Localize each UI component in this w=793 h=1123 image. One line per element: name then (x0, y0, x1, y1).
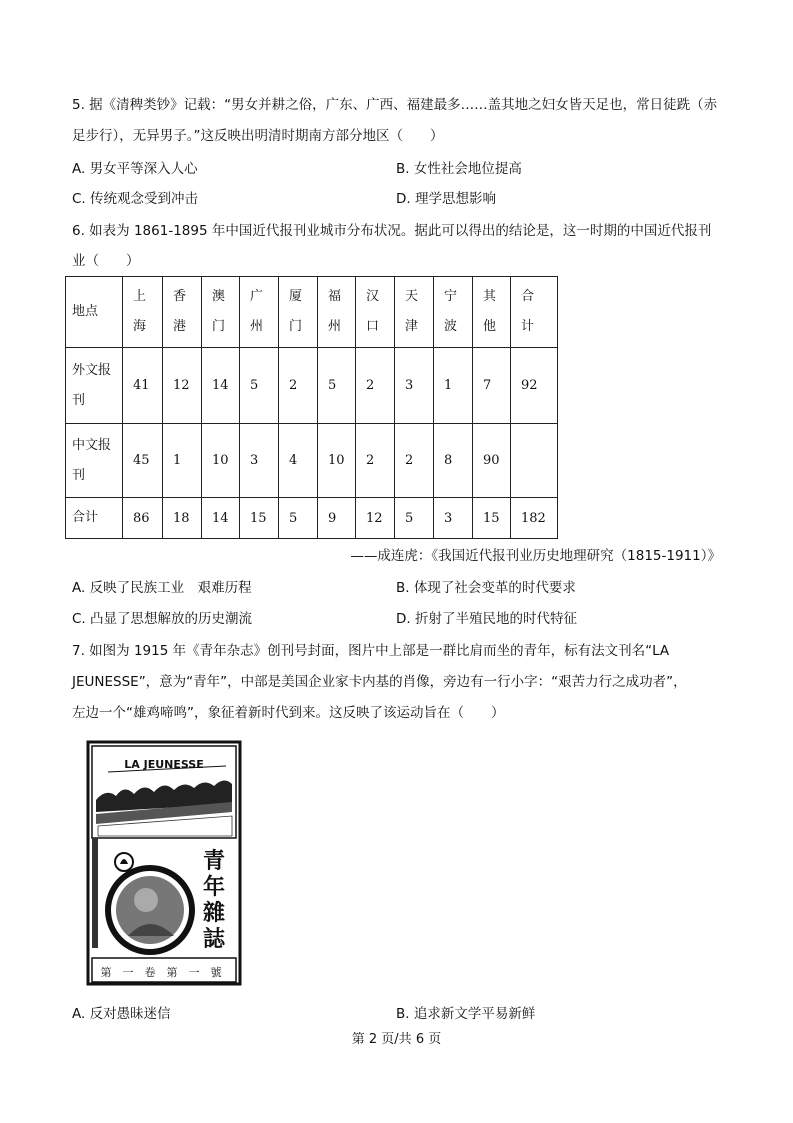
table-cell: 9 (318, 498, 356, 539)
table-row-chinese (66, 424, 558, 498)
q5-stem-line1: 5. 据《清稗类钞》记载：“男女并耕之俗，广东、广西、福建最多……盖其地之妇女皆天足也，常日徒跣（赤 (72, 97, 718, 113)
header-cell-hongkong (163, 277, 202, 348)
header-cell-guangzhou (240, 277, 279, 348)
magazine-cover-image (86, 740, 242, 986)
cover-title-char-2: 年 (202, 875, 226, 900)
q5-stem-line2: 足步行），无异男子。”这反映出明清时期南方部分地区（ ） (72, 128, 444, 144)
q6-option-a: A. 反映了民族工业 艰难历程 (72, 580, 252, 596)
table-cell: 3 (434, 498, 473, 539)
table-cell: 4 (279, 424, 318, 498)
cover-title-char-3: 雜 (202, 901, 226, 926)
q7-stem-line1: 7. 如图为 1915 年《青年杂志》创刊号封面，图片中上部是一群比肩而坐的青年，标有法文刊名“LA (72, 643, 670, 659)
table-cell: 2 (395, 424, 434, 498)
header-city-name: 广 州 (250, 289, 264, 334)
table-cell: 12 (356, 498, 395, 539)
cover-left-pillar (92, 838, 98, 948)
newspaper-distribution-table (65, 276, 558, 539)
table-cell: 15 (240, 498, 279, 539)
table-header-row (66, 277, 558, 348)
table-cell: 1 (434, 348, 473, 424)
table-cell: 2 (356, 424, 395, 498)
q5-option-c: C. 传统观念受到冲击 (72, 191, 199, 207)
q6-source-citation: ——成连虎：《我国近代报刊业历史地理研究（1815-1911）》 (350, 548, 721, 564)
table-cell: 182 (511, 498, 558, 539)
header-city-name: 厦 门 (289, 289, 303, 334)
table-cell: 18 (163, 498, 202, 539)
header-cell-shanghai (123, 277, 163, 348)
table-row-total (66, 498, 558, 539)
table-cell: 92 (511, 348, 558, 424)
table-cell: 14 (202, 348, 240, 424)
table-cell: 3 (395, 348, 434, 424)
q6-option-b: B. 体现了社会变革的时代要求 (396, 580, 576, 596)
table-cell: 5 (240, 348, 279, 424)
q7-stem-line2: JEUNESSE”，意为“青年”，中部是美国企业家卡内基的肖像，旁边有一行小字：“艰苦力行之成功者”， (72, 674, 687, 690)
table-cell: 7 (473, 348, 511, 424)
cover-bottom-char: 第 (100, 966, 112, 979)
header-city-name: 汉 口 (366, 289, 380, 334)
q5-option-a: A. 男女平等深入人心 (72, 161, 198, 177)
q5-option-d: D. 理学思想影响 (396, 191, 496, 207)
table-cell: 5 (279, 498, 318, 539)
table-cell: 41 (123, 348, 163, 424)
q7-stem-line3: 左边一个“雄鸡啼鸣”，象征着新时代到来。这反映了该运动旨在（ ） (72, 705, 505, 721)
table-cell: 8 (434, 424, 473, 498)
table-cell: 10 (318, 424, 356, 498)
cover-bottom-char: 一 (188, 966, 200, 979)
table-cell: 10 (202, 424, 240, 498)
q6-stem-line1: 6. 如表为 1861-1895 年中国近代报刊业城市分布状况。据此可以得出的结论是，这一时期的中国近代报刊 (72, 223, 712, 239)
q6-option-d: D. 折射了半殖民地的时代特征 (396, 611, 577, 627)
table-cell: 45 (123, 424, 163, 498)
header-cell-tianjin (395, 277, 434, 348)
table-cell: 2 (279, 348, 318, 424)
table-cell: 5 (395, 498, 434, 539)
q7-option-a: A. 反对愚昧迷信 (72, 1006, 171, 1022)
header-city-name: 上 海 (133, 289, 147, 334)
row-label-foreign (66, 348, 123, 424)
page-footer: 第 2 页/共 6 页 (351, 1032, 442, 1047)
header-cell-total (511, 277, 558, 348)
table-cell: 5 (318, 348, 356, 424)
table-row-foreign (66, 348, 558, 424)
header-city-name: 澳 门 (212, 289, 226, 334)
header-city-name: 天 津 (405, 289, 419, 334)
table-cell: 2 (356, 348, 395, 424)
row-label-text: 外文报 刊 (72, 362, 112, 408)
table-cell: 90 (473, 424, 511, 498)
magazine-cover-drawing (86, 740, 242, 986)
table-cell: 86 (123, 498, 163, 539)
q5-option-b: B. 女性社会地位提高 (396, 161, 522, 177)
table-cell: 15 (473, 498, 511, 539)
table-cell (511, 424, 558, 498)
q7-option-b: B. 追求新文学平易新鲜 (396, 1006, 536, 1022)
cover-bottom-char: 號 (210, 966, 222, 979)
header-cell-xiamen (279, 277, 318, 348)
header-cell-location: 地点 (66, 277, 123, 348)
header-city-name: 福 州 (328, 289, 342, 334)
cover-bottom-char: 第 (166, 966, 178, 979)
row-label-text: 中文报 刊 (72, 437, 112, 483)
table-cell: 12 (163, 348, 202, 424)
row-label-chinese (66, 424, 123, 498)
header-cell-ningbo (434, 277, 473, 348)
table-cell: 1 (163, 424, 202, 498)
row-label-total: 合计 (66, 498, 123, 539)
cover-bottom-char: 卷 (144, 966, 156, 979)
header-cell-fuzhou (318, 277, 356, 348)
header-cell-macau (202, 277, 240, 348)
header-cell-hankou (356, 277, 395, 348)
header-city-name: 香 港 (173, 289, 187, 334)
q6-stem-line2: 业（ ） (72, 253, 140, 269)
header-cell-other (473, 277, 511, 348)
table-cell: 14 (202, 498, 240, 539)
portrait-face (134, 888, 158, 912)
q6-option-c: C. 凸显了思想解放的历史潮流 (72, 611, 253, 627)
cover-title-char-4: 誌 (202, 927, 226, 952)
cover-title-char-1: 青 (202, 849, 226, 874)
table-cell: 3 (240, 424, 279, 498)
cover-banner-text: LA JEUNESSE (124, 758, 204, 771)
header-city-name: 宁 波 (444, 289, 458, 334)
header-city-name: 合 计 (521, 289, 535, 334)
header-city-name: 其 他 (483, 289, 497, 334)
cover-bottom-char: 一 (122, 966, 134, 979)
